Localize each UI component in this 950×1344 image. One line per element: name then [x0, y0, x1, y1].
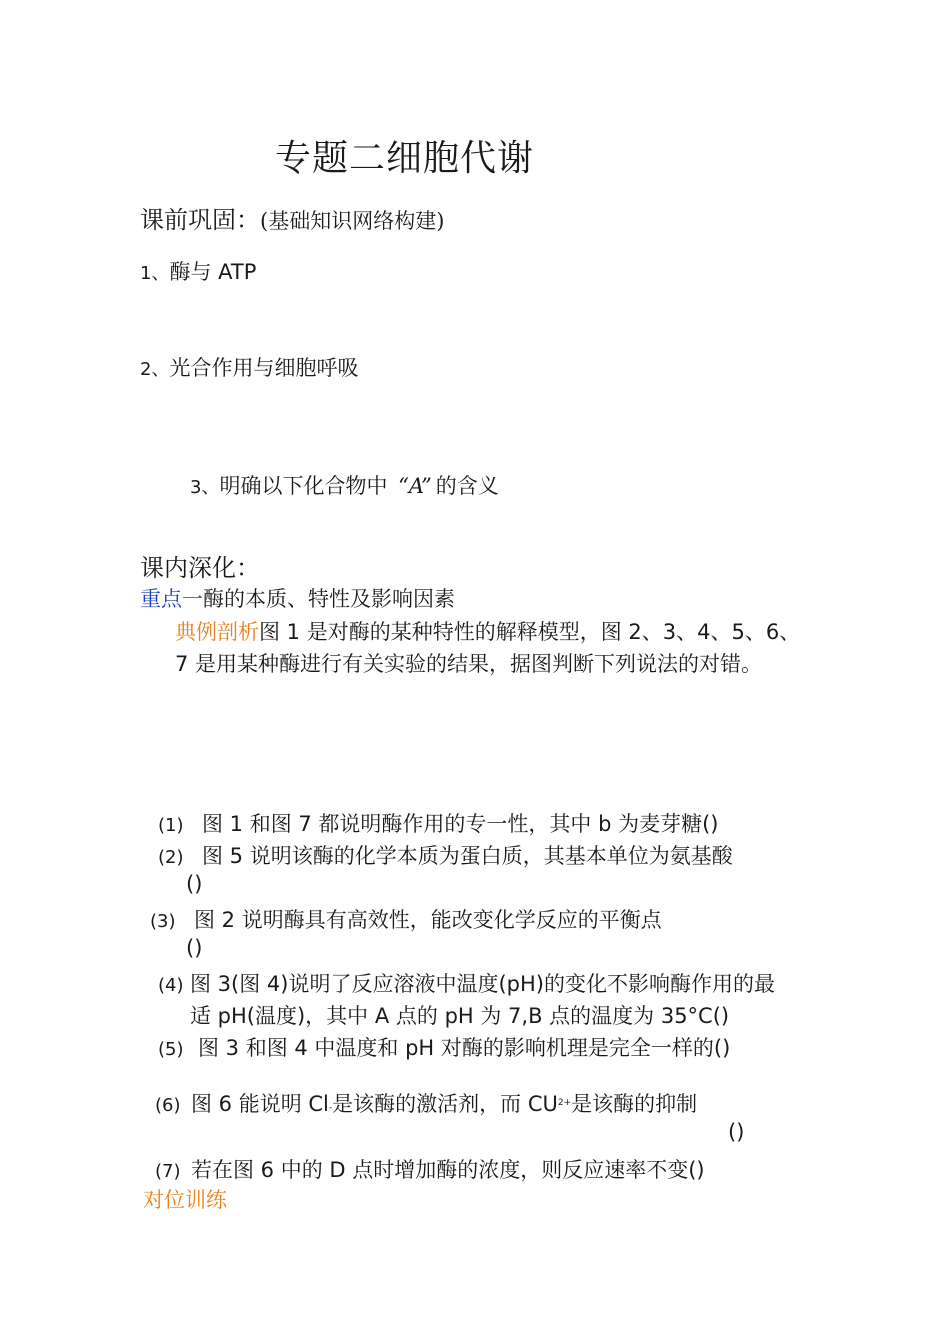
- question-text: 图 5 说明该酶的化学本质为蛋白质，其基本单位为氨基酸: [202, 844, 733, 868]
- question-5: [158, 1032, 730, 1062]
- pre-item-text: 明确以下化合物中: [219, 474, 388, 498]
- question-number: (7): [155, 1161, 181, 1182]
- question-4: [158, 968, 775, 998]
- pre-item-text: 酶与 ATP: [169, 260, 257, 284]
- question-number: (6): [155, 1095, 181, 1116]
- chloride-charge: -: [328, 1103, 333, 1113]
- question-3: [150, 904, 662, 934]
- pre-class-note: (基础知识网络构建): [260, 209, 445, 233]
- pre-item-number: 1、: [140, 263, 170, 284]
- question-number: (3): [150, 911, 176, 932]
- pre-item-text: 光合作用与细胞呼吸: [169, 356, 359, 380]
- page-title: 专题二细胞代谢: [275, 138, 535, 179]
- question-number: (1): [158, 815, 184, 836]
- question-4-cont: 适 pH(温度)，其中 A 点的 pH 为 7,B 点的温度为 35°C(): [190, 1004, 730, 1028]
- pre-class-section: [140, 200, 444, 235]
- pre-class-heading: 课前巩固：: [140, 206, 260, 234]
- pre-item-number: 3、: [190, 477, 220, 498]
- question-6: [155, 1088, 697, 1118]
- practice-label: 对位训练: [143, 1188, 227, 1212]
- example-line-1: [175, 616, 800, 646]
- question-7: [155, 1154, 705, 1184]
- question-number: (4): [158, 975, 184, 996]
- question-number: (5): [158, 1039, 184, 1060]
- question-2: [158, 840, 733, 870]
- question-1: [158, 808, 719, 838]
- pre-item-3: [190, 470, 499, 500]
- pre-item-2: [140, 352, 358, 382]
- in-class-heading: 课内深化：: [140, 554, 260, 582]
- key-point-text: 酶的本质、特性及影响因素: [203, 587, 455, 611]
- example-label: 典例剖析: [175, 620, 259, 644]
- question-3-blank: (): [186, 936, 203, 960]
- question-text: 图 3(图 4)说明了反应溶液中温度(pH)的变化不影响酶作用的最: [190, 972, 775, 996]
- question-2-blank: (): [186, 872, 203, 896]
- question-text: 若在图 6 中的 D 点时增加酶的浓度，则反应速率不变(): [191, 1158, 705, 1182]
- question-text: 图 2 说明酶具有高效性，能改变化学反应的平衡点: [194, 908, 662, 932]
- example-text-1: 图 1 是对酶的某种特性的解释模型，图 2、3、4、5、6、: [259, 620, 801, 644]
- pre-item-quote: “A”: [398, 474, 432, 498]
- pre-item-tail: 的含义: [435, 474, 499, 498]
- question-number: (2): [158, 847, 184, 868]
- example-line-2: 7 是用某种酶进行有关实验的结果，据图判断下列说法的对错。: [175, 652, 763, 676]
- pre-item-number: 2、: [140, 359, 170, 380]
- pre-item-1: [140, 256, 256, 286]
- question-text-a: 图 6 能说明 Cl: [191, 1092, 329, 1116]
- question-text: 图 1 和图 7 都说明酶作用的专一性，其中 b 为麦芽糖(): [202, 812, 719, 836]
- question-text-c: 是该酶的抑制: [571, 1092, 698, 1116]
- key-point-line: [140, 583, 455, 613]
- key-point-label: 重点一: [140, 587, 203, 611]
- question-text-b: 是该酶的激活剂，而 CU: [332, 1092, 558, 1116]
- copper-charge: 2+: [557, 1098, 572, 1108]
- question-text: 图 3 和图 4 中温度和 pH 对酶的影响机理是完全一样的(): [198, 1036, 731, 1060]
- question-6-blank: (): [728, 1120, 745, 1144]
